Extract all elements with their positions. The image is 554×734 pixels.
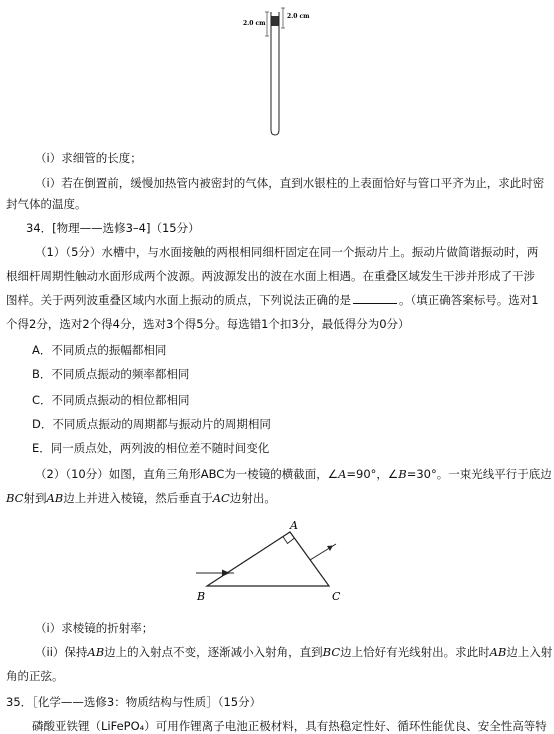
fig1-label-left: 2.0 cm xyxy=(243,20,266,27)
vertex-a: A xyxy=(290,519,298,532)
q34-p2-line1 xyxy=(35,466,552,482)
vertex-c: C xyxy=(332,590,341,602)
q34-p1-line3 xyxy=(6,292,539,308)
tube-figure xyxy=(230,6,330,138)
angle-a-label: A xyxy=(338,467,347,481)
prism-figure xyxy=(192,518,352,602)
edge-bc-label: BC xyxy=(6,491,24,505)
q34-p2-line1-c: =30°。一束光线平行于底边 xyxy=(406,467,552,481)
option-d: D．不同质点振动的周期都与振动片的周期相同 xyxy=(32,417,271,431)
q34-p1-line3-b: 。（填正确答案标号。选对1 xyxy=(399,293,539,307)
q33-sub-ii-line2: 封气体的温度。 xyxy=(6,197,87,211)
q34-p2-line1-a: （2）（10分）如图，直角三角形ABC为一棱镜的横截面，∠ xyxy=(35,467,339,481)
q34-p2-line2-a: 射到 xyxy=(23,491,47,505)
q33-sub-ii-line1: （i）若在倒置前，缓慢加热管内被密封的气体，直到水银柱的上表面恰好与管口平齐为止，求此时密 xyxy=(35,176,545,190)
angle-b-label: B xyxy=(398,467,407,481)
q34-p2-line1-b: =90°，∠ xyxy=(346,467,399,481)
q34-p2-ii-bc: BC xyxy=(322,645,341,659)
q34-p2-sub-ii-line2: 角的正弦。 xyxy=(6,669,64,683)
tube-diagram xyxy=(230,6,330,138)
mercury-column xyxy=(272,16,279,26)
exit-arrow xyxy=(327,546,333,552)
q34-p2-ii-ab2: AB xyxy=(489,645,507,659)
incident-arrow xyxy=(222,570,230,577)
option-b: B．不同质点振动的频率都相同 xyxy=(32,367,190,381)
edge-ab-label: AB xyxy=(46,491,64,505)
q34-p2-line2 xyxy=(6,490,276,506)
option-e: E．同一质点处，两列波的相位差不随时间变化 xyxy=(32,441,270,455)
q34-p1-line3-a: 图样。关于两列波重叠区域内水面上振动的质点，下列说法正确的是 xyxy=(6,293,351,307)
q33-sub-i: （i）求细管的长度； xyxy=(35,151,142,165)
q34-p1-line2: 根细杆周期性触动水面形成两个波源。两波源发出的波在水面上相遇。在重叠区域发生干涉并形成了干涉 xyxy=(6,269,535,283)
q35-header: 35．［化学——选修3：物质结构与性质］（15分） xyxy=(6,695,262,709)
q34-p2-ii-ab: AB xyxy=(87,645,105,659)
q35-line1: 磷酸亚铁锂（LiFePO₄）可用作锂离子电池正极材料，具有热稳定性好、循环性能优良、安全性高等特 xyxy=(32,719,547,733)
q34-p2-line2-c: 边射出。 xyxy=(229,491,276,505)
q34-p2-sub-ii-line1 xyxy=(35,644,552,660)
option-a: A．不同质点的振幅都相同 xyxy=(32,343,167,357)
q34-p2-ii-b: 边上的入射点不变，逐渐减小入射角，直到 xyxy=(104,645,323,659)
q34-p2-ii-c: 边上恰好有光线射出。求此时 xyxy=(340,645,490,659)
answer-blank xyxy=(353,293,397,304)
fig1-label-right: 2.0 cm xyxy=(287,13,310,20)
q34-p1-line4: 个得2分，选对2个得4分，选对3个得5分。每选错1个扣3分，最低得分为0分） xyxy=(6,317,410,331)
q34-p2-sub-i: （i）求棱镜的折射率； xyxy=(35,621,154,635)
q34-p2-ii-d: 边上入射 xyxy=(506,645,553,659)
q34-p2-ii-a: （ii）保持 xyxy=(35,645,88,659)
q34-p1-line1: （1）（5分）水槽中，与水面接触的两根相同细杆固定在同一个振动片上。振动片做简谐振动时，两 xyxy=(35,245,539,259)
q34-header: 34．[物理——选修3–4]（15分） xyxy=(26,221,200,235)
q34-p2-line2-b: 边上并进入棱镜，然后垂直于 xyxy=(63,491,213,505)
tube-outline xyxy=(271,12,279,135)
option-c: C．不同质点振动的相位都相同 xyxy=(32,393,190,407)
right-angle-mark xyxy=(283,537,295,544)
edge-ac-label: AC xyxy=(212,491,230,505)
prism-diagram xyxy=(192,518,352,602)
vertex-b: B xyxy=(197,590,206,602)
